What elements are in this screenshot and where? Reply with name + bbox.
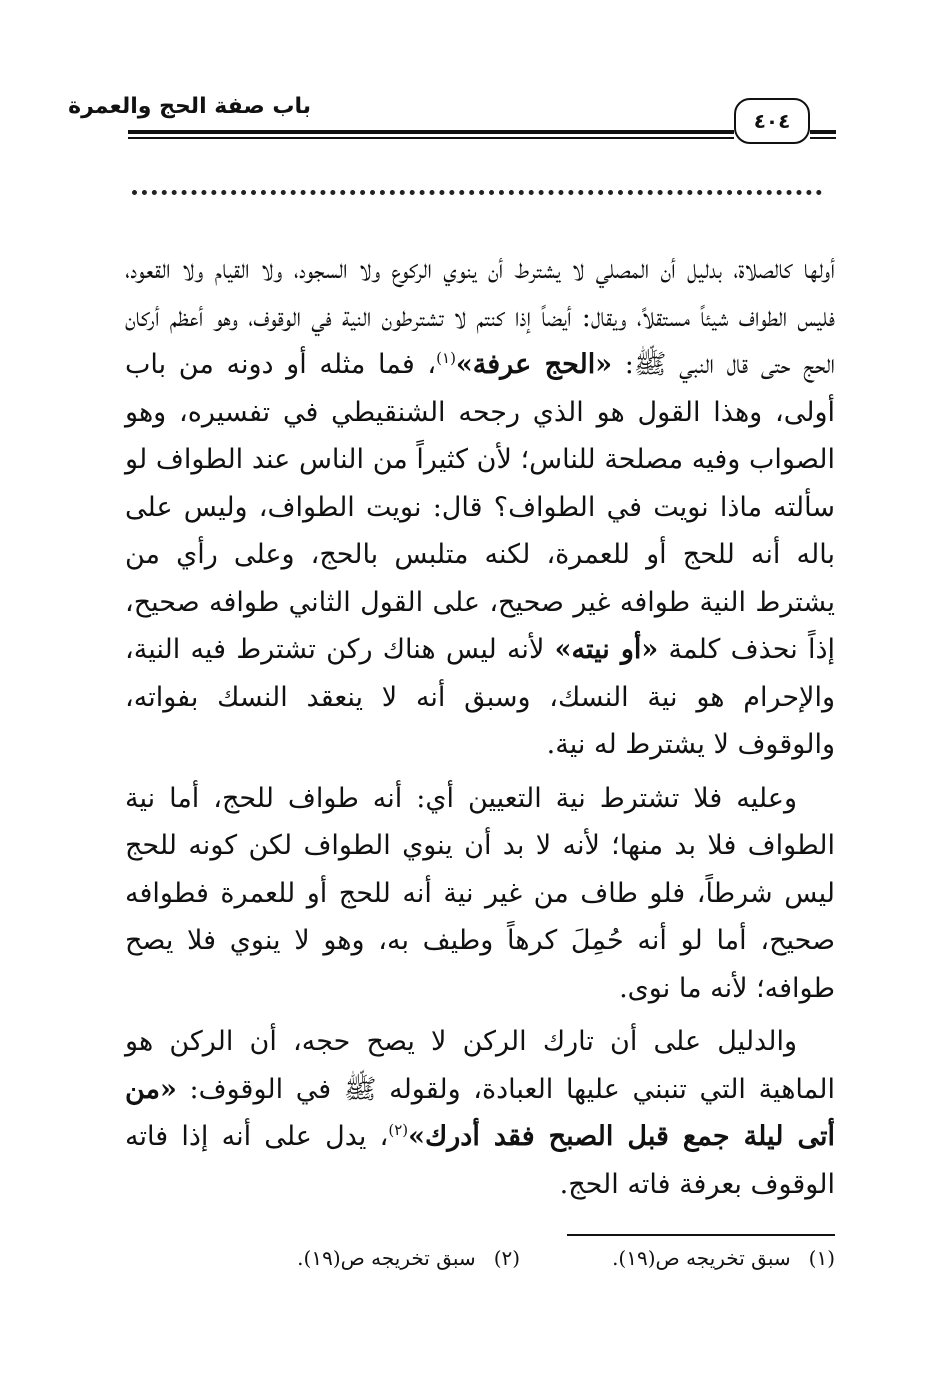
main-text <box>125 246 835 1208</box>
footnote-reference: (١) <box>436 349 456 367</box>
header-rule <box>128 137 734 139</box>
header-rule <box>128 130 734 134</box>
footnote-number: (٢) <box>493 1246 521 1270</box>
running-header-title: باب صفة الحج والعمرة <box>68 94 311 119</box>
paragraph <box>125 246 835 769</box>
header-rule <box>810 137 836 139</box>
text-run: أولها كالصلاة، بدليل أن المصلي لا يشترط أن ينوي الركوع ولا السجود، ولا القيام ولا القعود، فليس الطواف شيئاً مستقلاً، ويقال: أيضاً إذا كنتم لا تشترطون النية في الوقوف، وهو أعظم أركان الحج حتى قال النبي ﷺ: <box>125 254 835 380</box>
paragraph <box>125 1018 835 1208</box>
footnote <box>612 1244 835 1272</box>
text-run: ، يدل على أنه إذا فاته الوقوف بعرفة فاته الحج. <box>125 1121 835 1200</box>
header-rule <box>810 130 836 134</box>
dotted-separator <box>132 190 822 195</box>
footnote-text: سبق تخريجه ص(١٩). <box>612 1246 791 1270</box>
text-run: ، فما مثله أو دونه من باب أولى، وهذا القول هو الذي رجحه الشنقيطي في تفسيره، وهو الصواب وفيه مصلحة للناس؛ لأن كثيراً من الناس عند الطواف لو سألته ماذا نويت في الطواف؟ قال: نويت الطواف، وليس على باله أنه للحج أو للعمرة، لكنه متلبس بالحج، وعلى رأي من يشترط النية طوافه غير صحيح، على القول الثاني طوافه صحيح، إذاً نحذف كلمة <box>125 349 835 665</box>
hadith-quote: «أو نيته» <box>554 634 659 665</box>
footnote <box>297 1244 520 1272</box>
footnotes <box>150 1244 835 1272</box>
footnote-reference: (٢) <box>388 1121 409 1139</box>
hadith-quote: «من أتى ليلة جمع قبل الصبح فقد أدرك» <box>125 1073 835 1152</box>
hadith-quote: «الحج عرفة» <box>455 349 613 380</box>
footnote-rule <box>567 1234 835 1236</box>
text-run: وعليه فلا تشترط نية التعيين أي: أنه طواف للحج، أما نية الطواف فلا بد منها؛ لأنه لا بد أن ينوي الطواف لكن كونه للحج ليس شرطاً، فلو طاف من غير نية أنه للحج أو للعمرة فطوافه صحيح، أما لو أنه حُمِلَ كرهاً وطيف به، وهو لا ينوي فلا يصح طوافه؛ لأنه ما نوى. <box>125 782 835 1004</box>
text-run: والدليل على أن تارك الركن لا يصح حجه، أن الركن هو الماهية التي تنبني عليها العبادة، ولقوله ﷺ في الوقوف: <box>125 1026 835 1105</box>
footnote-text: سبق تخريجه ص(١٩). <box>297 1246 476 1270</box>
paragraph <box>125 775 835 1013</box>
page-number-badge: ٤٠٤ <box>734 98 810 144</box>
text-run: لأنه ليس هناك ركن تشترط فيه النية، والإحرام هو نية النسك، وسبق أنه لا ينعقد النسك بفواته، والوقوف لا يشترط له نية. <box>125 634 835 760</box>
footnote-number: (١) <box>808 1246 835 1270</box>
